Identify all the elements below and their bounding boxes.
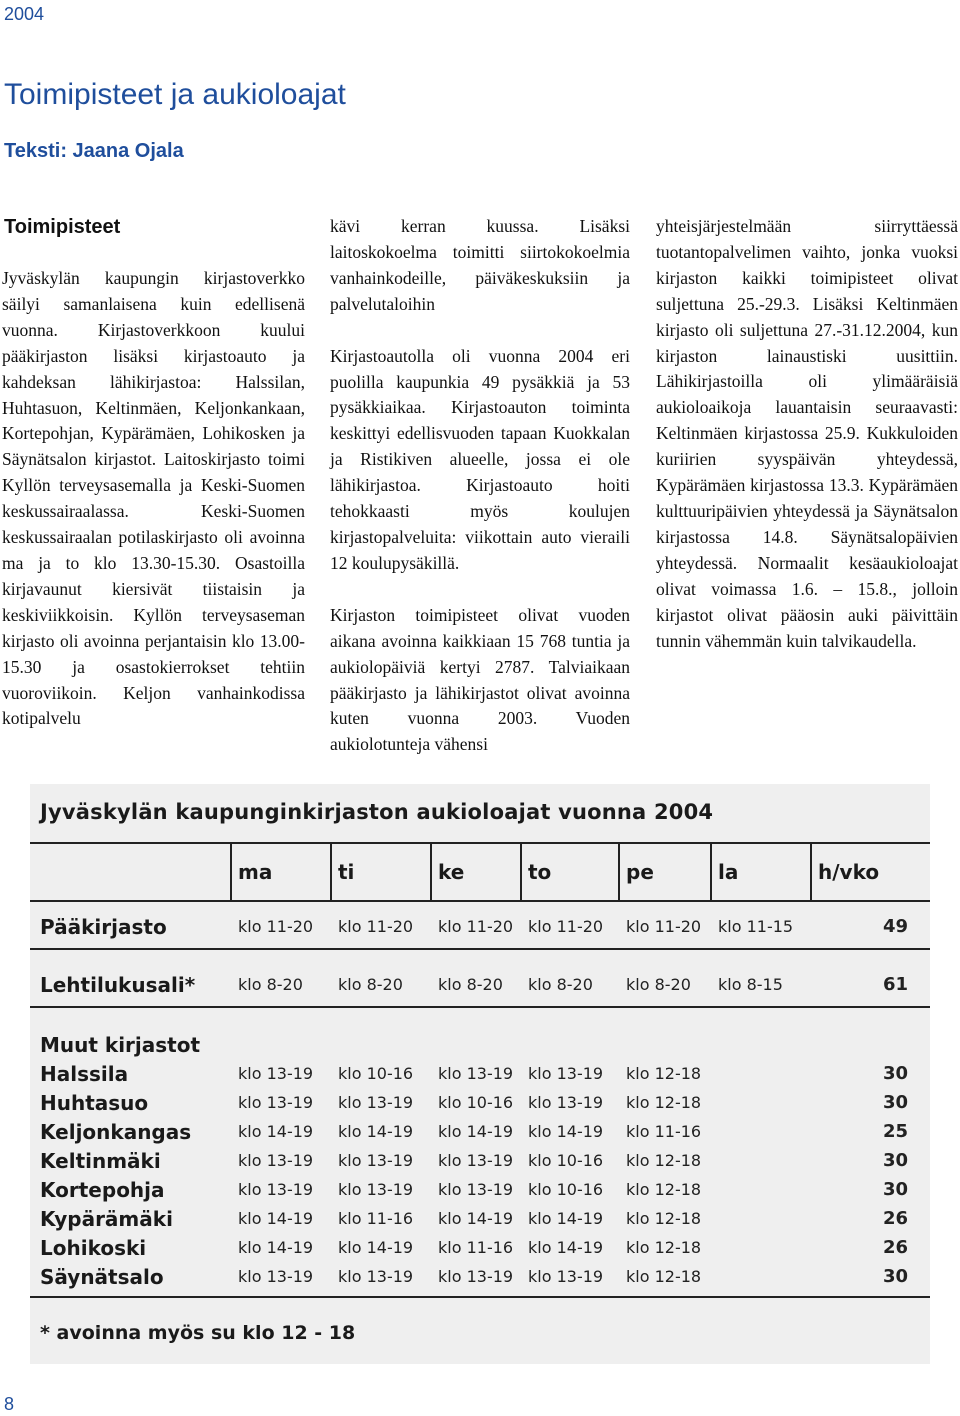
- cell-h-vko: 25: [882, 1121, 908, 1142]
- cell-to: klo 14-19: [528, 1238, 604, 1257]
- table-row: [30, 1117, 930, 1147]
- cell-ti: klo 13-19: [338, 1267, 414, 1286]
- table-row: [30, 1146, 930, 1176]
- row-name: Pääkirjasto: [40, 915, 167, 939]
- row-name: Lohikoski: [40, 1236, 147, 1260]
- table-row: [30, 912, 930, 942]
- row-name: Keljonkangas: [40, 1120, 192, 1144]
- paragraph: Jyväskylän kaupungin kirjastoverkko säilyi samanlaisena kuin edellisenä vuonna. Kirjastoverkkoon kuului pääkirjaston lisäksi kirjastoauto ja kahdeksan lähikirjastoa: Halssilan, Huhtasuon, Keltinmäen, Keljonkankaan, Kortepohjan, Kypärämäen, Lohikosken ja Säynätsalon kirjastot. Laitoskirjasto toimi Kyllön terveysasemalla ja Keski-Suomen keskussairaalassa. Keski-Suomen keskussairaalan potilaskirjasto oli avoinna ma ja to klo 13.30-15.30. Osastoilla kirjavaunut kiersivät tiistaisin ja keskiviikkoisin. Kyllön terveysaseman kirjasto oli avoinna perjantaisin klo 13.00-15.30 ja osastokierrokset tehtiin vuoroviikoin. Keljon vanhainkodissa kotipalvelu: [2, 268, 305, 729]
- cell-h-vko: 26: [882, 1237, 908, 1258]
- cell-ma: klo 8-20: [238, 975, 303, 994]
- cell-ma: klo 13-19: [238, 1151, 314, 1170]
- cell-ma: klo 14-19: [238, 1238, 314, 1257]
- row-group-label: Muut kirjastot: [40, 1033, 201, 1057]
- author-byline: Teksti: Jaana Ojala: [4, 140, 184, 162]
- row-name: Keltinmäki: [40, 1149, 161, 1173]
- paragraph: Kirjaston toimipisteet olivat vuoden aikana avoinna kaikkiaan 15 768 tuntia ja aukiolopäiviä kertyi 2787. Talviaikaan pääkirjasto ja lähikirjastot olivat avoinna kuten vuonna 2003. Vuoden aukiolotunteja vähensi: [330, 604, 630, 755]
- cell-pe: klo 12-18: [626, 1151, 702, 1170]
- table-footnote: * avoinna myös su klo 12 - 18: [40, 1322, 356, 1344]
- table-row: [30, 1059, 930, 1089]
- header-to: to: [528, 860, 552, 884]
- cell-ma: klo 13-19: [238, 1180, 314, 1199]
- cell-h-vko: 61: [882, 974, 908, 995]
- page-number: 8: [4, 1394, 15, 1414]
- cell-ti: klo 11-16: [338, 1209, 414, 1228]
- header-ma: ma: [238, 860, 273, 884]
- cell-ke: klo 11-16: [438, 1238, 514, 1257]
- paragraph: kävi kerran kuussa. Lisäksi laitoskokoelma toimitti siirtokokoelmia vanhainkodeille, päiväkeskuksiin ja palvelutaloihin: [330, 216, 630, 314]
- cell-h-vko: 30: [882, 1179, 908, 1200]
- paragraph: yhteisjärjestelmään siirryttäessä tuotantopalvelimen vaihto, jonka vuoksi kirjaston kaikki toimipisteet olivat suljettuna 25.-29.3. Lisäksi Keltinmäen kirjasto oli suljettuna 27.-31.12.2004, kun kirjaston lainaustiski uusittiin. Lähikirjastoilla oli ylimääräisiä aukioloaikoja lauantaisin seuraavasti: Keltinmäen kirjastossa 25.9. Kukkuloiden kuriirien syyspäivän yhteydessä, Kypärämäen kirjastossa 13.3. Kypärämäen kulttuuripäivien yhteydessä ja Säynätsalon kirjastossa 14.8. Säynätsalopäivien yhteydessä. Normaalit kesäaukioloajat olivat voimassa 1.6. – 15.8., jolloin kirjastot olivat pääosin auki päivittäin tunnin vähemmän kuin talvikaudella.: [656, 216, 958, 651]
- cell-ke: klo 13-19: [438, 1267, 514, 1286]
- cell-h-vko: 30: [882, 1266, 908, 1287]
- cell-to: klo 14-19: [528, 1122, 604, 1141]
- header-pe: pe: [626, 860, 654, 884]
- cell-to: klo 10-16: [528, 1151, 604, 1170]
- page-title: Toimipisteet ja aukioloajat: [4, 78, 346, 111]
- cell-pe: klo 12-18: [626, 1238, 702, 1257]
- header-ti: ti: [338, 860, 355, 884]
- cell-pe: klo 12-18: [626, 1093, 702, 1112]
- cell-ti: klo 13-19: [338, 1093, 414, 1112]
- cell-pe: klo 12-18: [626, 1209, 702, 1228]
- year-label: 2004: [4, 4, 45, 24]
- text-column-1: [2, 266, 305, 732]
- text-column-2: [330, 214, 630, 758]
- paragraph: Kirjastoautolla oli vuonna 2004 eri puolilla kaupunkia 49 pysäkkiä ja 53 pysäkkiaikaa. Kirjastoauton toiminta keskittyi edellisvuoden tapaan Kuokkalan ja Ristikiven alueelle, jossa ei ole lähikirjastoa. Kirjastoauto hoiti tehokkaasti myös koulujen kirjastopalveluita: viikottain auto vieraili 12 koulupysäkillä.: [330, 345, 630, 573]
- row-divider: [30, 1006, 930, 1008]
- cell-ma: klo 13-19: [238, 1093, 314, 1112]
- header-la: la: [718, 860, 739, 884]
- cell-pe: klo 11-20: [626, 917, 702, 936]
- cell-ke: klo 13-19: [438, 1180, 514, 1199]
- row-name: Huhtasuo: [40, 1091, 149, 1115]
- cell-ma: klo 11-20: [238, 917, 314, 936]
- row-divider: [30, 1296, 930, 1298]
- cell-ke: klo 8-20: [438, 975, 503, 994]
- row-divider: [30, 948, 930, 950]
- table-title: Jyväskylän kaupunginkirjaston aukioloajat vuonna 2004: [40, 800, 714, 824]
- cell-ti: klo 11-20: [338, 917, 414, 936]
- cell-ti: klo 8-20: [338, 975, 403, 994]
- cell-ke: klo 13-19: [438, 1064, 514, 1083]
- cell-ma: klo 13-19: [238, 1267, 314, 1286]
- table-row: [30, 1204, 930, 1234]
- table-note-row: [30, 1318, 930, 1348]
- cell-to: klo 13-19: [528, 1064, 604, 1083]
- table-row: [30, 1233, 930, 1263]
- table-row: [30, 1088, 930, 1118]
- table-row: [30, 970, 930, 1000]
- cell-h-vko: 30: [882, 1092, 908, 1113]
- cell-ke: klo 11-20: [438, 917, 514, 936]
- cell-ke: klo 14-19: [438, 1209, 514, 1228]
- cell-to: klo 8-20: [528, 975, 593, 994]
- cell-pe: klo 11-16: [626, 1122, 702, 1141]
- header-ke: ke: [438, 860, 465, 884]
- cell-ti: klo 13-19: [338, 1151, 414, 1170]
- cell-to: klo 14-19: [528, 1209, 604, 1228]
- cell-pe: klo 12-18: [626, 1267, 702, 1286]
- header-place: [30, 844, 230, 900]
- row-name: Säynätsalo: [40, 1265, 164, 1289]
- cell-ke: klo 10-16: [438, 1093, 514, 1112]
- cell-to: klo 10-16: [528, 1180, 604, 1199]
- table-header-row: [30, 842, 930, 902]
- cell-ke: klo 14-19: [438, 1122, 514, 1141]
- row-name: Kortepohja: [40, 1178, 165, 1202]
- row-name: Kypärämäki: [40, 1207, 173, 1231]
- cell-ti: klo 10-16: [338, 1064, 414, 1083]
- section-heading: Toimipisteet: [4, 216, 121, 238]
- row-name: Halssila: [40, 1062, 129, 1086]
- table-row: [30, 1030, 930, 1060]
- cell-pe: klo 12-18: [626, 1064, 702, 1083]
- cell-h-vko: 30: [882, 1063, 908, 1084]
- table-row: [30, 1175, 930, 1205]
- cell-pe: klo 12-18: [626, 1180, 702, 1199]
- row-name: Lehtilukusali*: [40, 973, 196, 997]
- cell-pe: klo 8-20: [626, 975, 691, 994]
- cell-ma: klo 14-19: [238, 1209, 314, 1228]
- cell-la: klo 8-15: [718, 975, 783, 994]
- cell-ti: klo 13-19: [338, 1180, 414, 1199]
- text-column-3: [656, 214, 958, 654]
- cell-to: klo 13-19: [528, 1267, 604, 1286]
- cell-ti: klo 14-19: [338, 1238, 414, 1257]
- cell-h-vko: 49: [882, 916, 908, 937]
- table-row: [30, 1262, 930, 1292]
- opening-hours-table: [30, 784, 930, 1364]
- cell-to: klo 11-20: [528, 917, 604, 936]
- cell-h-vko: 30: [882, 1150, 908, 1171]
- cell-ti: klo 14-19: [338, 1122, 414, 1141]
- cell-la: klo 11-15: [718, 917, 794, 936]
- cell-ke: klo 13-19: [438, 1151, 514, 1170]
- cell-ma: klo 14-19: [238, 1122, 314, 1141]
- header-h-vko: h/vko: [818, 860, 880, 884]
- cell-h-vko: 26: [882, 1208, 908, 1229]
- cell-to: klo 13-19: [528, 1093, 604, 1112]
- cell-ma: klo 13-19: [238, 1064, 314, 1083]
